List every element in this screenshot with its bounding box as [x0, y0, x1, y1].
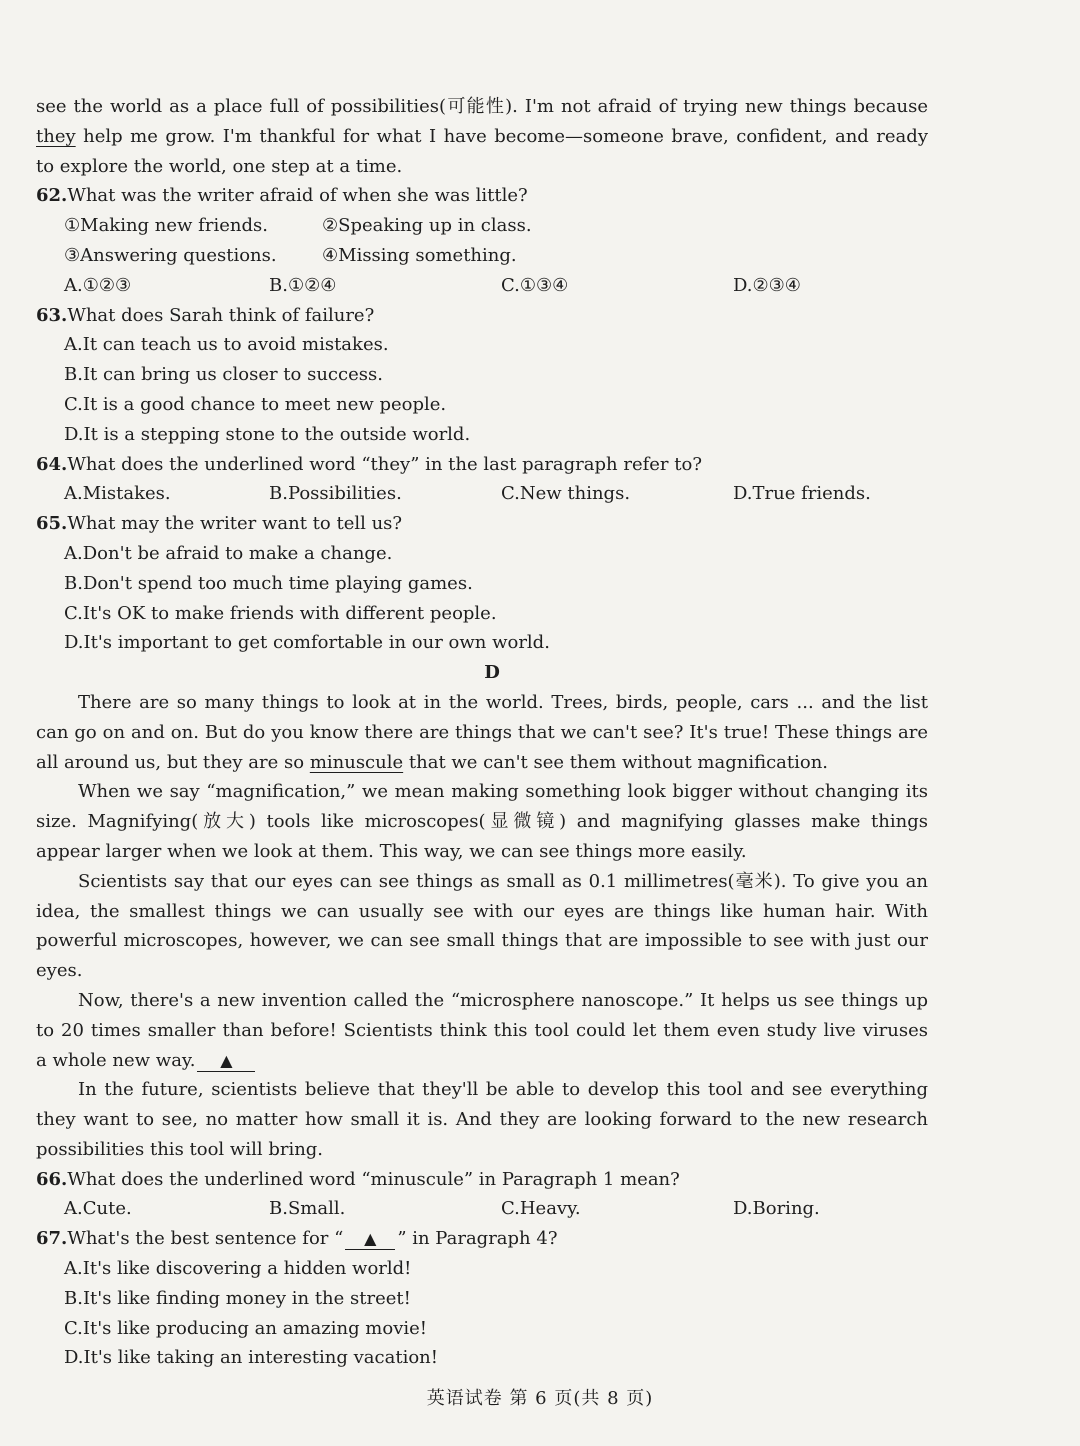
option-b[interactable]: B.Possibilities.	[269, 483, 402, 505]
option-b[interactable]: B.It's like finding money in the street!	[64, 1287, 411, 1309]
option-c[interactable]: C.It is a good chance to meet new people.	[64, 393, 447, 415]
option-c[interactable]: C.①③④	[501, 274, 569, 296]
option-c[interactable]: C.It's like producing an amazing movie!	[64, 1317, 428, 1339]
passage-line: can go on and on. But do you know there are things that we can't see? It's true! These things are	[36, 721, 928, 743]
option-d[interactable]: D.It's like taking an interesting vacation!	[64, 1347, 438, 1369]
passage-line: There are so many things to look at in the world. Trees, birds, people, cars ... and the list	[78, 691, 928, 713]
intro-line: to explore the world, one step at a time.	[36, 155, 403, 177]
q62-options	[36, 271, 928, 301]
passage-line: a whole new way. ▲	[36, 1046, 928, 1076]
q66-options	[36, 1194, 928, 1224]
option-c[interactable]: C.New things.	[501, 483, 631, 505]
section-title: D	[484, 662, 500, 684]
intro-line: they help me grow. I'm thankful for what I have become—someone brave, confident, and ready	[36, 125, 928, 147]
option-d[interactable]: D.It is a stepping stone to the outside world.	[64, 423, 471, 445]
question-66: 66.What does the underlined word “minuscule” in Paragraph 1 mean?	[36, 1168, 680, 1190]
underlined-minuscule: minuscule	[309, 751, 404, 773]
passage-line: When we say “magnification,” we mean making something look bigger without changing its	[78, 781, 928, 803]
option-c[interactable]: C.Heavy.	[501, 1198, 581, 1220]
question-63: 63.What does Sarah think of failure?	[36, 304, 375, 326]
option-a[interactable]: A.Don't be afraid to make a change.	[64, 542, 393, 564]
page-footer: 英语试卷 第 6 页(共 8 页)	[426, 1388, 654, 1409]
option-a[interactable]: A.①②③	[64, 274, 132, 296]
q62-items-row2: ③Answering questions. ④Missing something.	[64, 244, 517, 266]
passage-line: appear larger when we look at them. This way, we can see things more easily.	[36, 840, 747, 862]
option-b[interactable]: B.①②④	[269, 274, 337, 296]
option-c[interactable]: C.It's OK to make friends with different people.	[64, 602, 497, 624]
option-b[interactable]: B.Don't spend too much time playing games.	[64, 572, 473, 594]
passage-line: Now, there's a new invention called the “microsphere nanoscope.” It helps us see things up	[78, 989, 928, 1011]
option-a[interactable]: A.It's like discovering a hidden world!	[64, 1258, 412, 1280]
option-a[interactable]: A.It can teach us to avoid mistakes.	[64, 334, 389, 356]
passage-line: to 20 times smaller than before! Scientists think this tool could let them even study live viruses	[36, 1019, 928, 1041]
option-a[interactable]: A.Cute.	[64, 1198, 132, 1220]
option-d[interactable]: D.It's important to get comfortable in our own world.	[64, 632, 550, 654]
triangle-icon: ▲	[364, 1229, 377, 1249]
passage-line: possibilities this tool will bring.	[36, 1138, 324, 1160]
option-d[interactable]: D.True friends.	[733, 483, 871, 505]
passage-line: In the future, scientists believe that they'll be able to develop this tool and see everything	[78, 1079, 928, 1101]
question-62: 62.What was the writer afraid of when she was little?	[36, 185, 528, 207]
option-a[interactable]: A.Mistakes.	[64, 483, 171, 505]
option-d[interactable]: D.Boring.	[733, 1198, 820, 1220]
option-d[interactable]: D.②③④	[733, 274, 801, 296]
passage-line: all around us, but they are so minuscule that we can't see them without magnification.	[36, 751, 829, 773]
option-b[interactable]: B.It can bring us closer to success.	[64, 364, 383, 386]
q64-options	[36, 479, 928, 509]
triangle-icon: ▲	[220, 1050, 233, 1070]
passage-line: size. Magnifying(放大) tools like microscopes(显微镜) and magnifying glasses make things	[36, 811, 928, 833]
passage-line: eyes.	[36, 960, 83, 982]
option-b[interactable]: B.Small.	[269, 1198, 346, 1220]
question-64: 64.What does the underlined word “they” in the last paragraph refer to?	[36, 453, 702, 475]
underlined-they: they	[36, 125, 76, 147]
answer-blank	[345, 1229, 395, 1250]
passage-line: Scientists say that our eyes can see things as small as 0.1 millimetres(毫米). To give you an	[78, 870, 928, 892]
question-67: 67.What's the best sentence for “ ▲ ” in Paragraph 4?	[36, 1228, 558, 1250]
question-65: 65.What may the writer want to tell us?	[36, 513, 403, 535]
intro-line: see the world as a place full of possibilities(可能性). I'm not afraid of trying new things because	[36, 96, 928, 117]
answer-blank[interactable]	[197, 1051, 255, 1072]
q62-items-row1: ①Making new friends. ②Speaking up in class.	[64, 215, 532, 237]
passage-line: idea, the smallest things we can usually see with our eyes are things like human hair. With	[36, 900, 928, 922]
passage-line: they want to see, no matter how small it is. And they are looking forward to the new research	[36, 1109, 928, 1131]
passage-line: powerful microscopes, however, we can see small things that are impossible to see with just our	[36, 930, 928, 952]
